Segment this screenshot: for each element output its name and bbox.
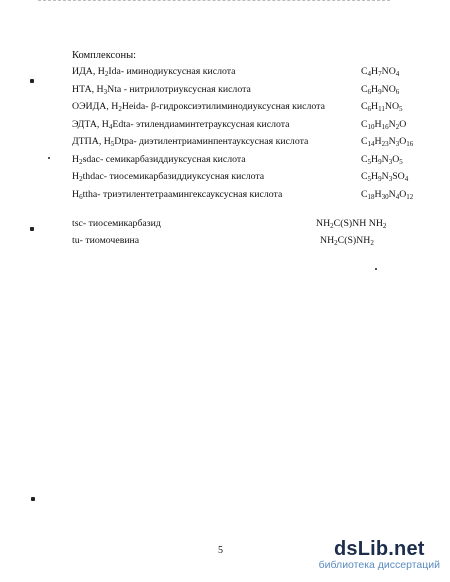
complexone-abbrev: ИДА, H bbox=[72, 66, 105, 77]
complexone-abbrev: ДТПА, H bbox=[72, 136, 111, 147]
formula-text: NO bbox=[381, 66, 396, 77]
complexone-abbrev-subscript: 4 bbox=[108, 122, 113, 131]
complexone-description: Heida- β-гидроксиэтилиминодиуксусная кислота bbox=[121, 101, 325, 112]
formula-text: C bbox=[361, 136, 368, 147]
scan-dot bbox=[375, 268, 377, 270]
formula-text: C bbox=[361, 83, 368, 95]
complexone-name bbox=[72, 171, 264, 182]
formula-subscript: 9 bbox=[378, 87, 382, 96]
formula-text: O bbox=[392, 153, 400, 165]
formula-text: H bbox=[371, 83, 379, 95]
formula-subscript: 4 bbox=[367, 70, 372, 78]
formula-text: N bbox=[381, 171, 389, 182]
page-number: 5 bbox=[218, 545, 223, 556]
formula-text: C(S)NH NH bbox=[333, 218, 383, 229]
formula-text: C bbox=[361, 153, 368, 165]
formula-subscript: 9 bbox=[378, 157, 382, 166]
complexone-name bbox=[72, 136, 308, 147]
formula-text: C bbox=[361, 118, 368, 130]
formula-text: C bbox=[361, 101, 368, 112]
formula-subscript: 18 bbox=[367, 192, 375, 201]
complexone-description: sdac- семикарбазиддиуксусная кислота bbox=[82, 153, 246, 165]
complexone-abbrev-subscript: 2 bbox=[104, 70, 109, 78]
chemical-formula bbox=[320, 235, 374, 246]
scan-dot bbox=[48, 157, 50, 159]
formula-subscript: 14 bbox=[367, 140, 375, 148]
watermark-logo bbox=[319, 538, 440, 561]
complexone-abbrev-subscript: 6 bbox=[79, 192, 83, 201]
formula-text: C(S)NH bbox=[337, 235, 371, 246]
formula-subscript: 6 bbox=[395, 87, 400, 96]
formula-text: H bbox=[371, 153, 379, 165]
formula-subscript: 10 bbox=[367, 122, 375, 131]
formula-subscript: 5 bbox=[399, 105, 403, 113]
complexone-name bbox=[72, 189, 282, 200]
formula-text: NH bbox=[316, 218, 331, 229]
ligand-row bbox=[72, 235, 402, 249]
complexone-abbrev: H bbox=[72, 171, 80, 182]
complexone-abbrev-subscript: 2 bbox=[79, 157, 83, 166]
ligand-name: tu- тиомочевина bbox=[72, 235, 140, 246]
complexone-abbrev-subscript: 3 bbox=[103, 87, 108, 96]
complexone-abbrev: H bbox=[72, 188, 80, 200]
formula-text: NH bbox=[320, 235, 335, 246]
ligand-row bbox=[72, 218, 402, 232]
complexone-description: thdac- тиосемикарбазиддиуксусная кислота bbox=[82, 171, 265, 182]
chemical-formula bbox=[361, 66, 399, 77]
ligand-name: tsc- тиосемикарбазид bbox=[72, 218, 161, 229]
formula-text: C bbox=[361, 188, 368, 200]
complexone-name bbox=[72, 66, 236, 77]
formula-subscript: 3 bbox=[388, 157, 393, 166]
complexone-name bbox=[72, 154, 246, 165]
formula-text: N bbox=[388, 188, 396, 200]
complexone-description: Nta - нитрилотриуксусная кислота bbox=[107, 83, 251, 95]
formula-text: H bbox=[374, 118, 382, 130]
watermark-tagline: библиотека диссертаций bbox=[318, 559, 440, 571]
formula-subscript: 5 bbox=[367, 175, 372, 183]
complexone-row bbox=[72, 119, 422, 133]
complexone-row bbox=[72, 154, 422, 168]
formula-subscript: 2 bbox=[395, 122, 400, 131]
formula-subscript: 30 bbox=[381, 192, 389, 201]
complexone-row bbox=[72, 189, 422, 203]
complexone-description: ttha- триэтилентетраамингексауксусная кислота bbox=[82, 188, 283, 200]
chemical-formula bbox=[361, 171, 408, 182]
chemical-formula bbox=[361, 101, 403, 112]
complexone-name bbox=[72, 101, 325, 112]
formula-subscript: 2 bbox=[330, 222, 334, 230]
formula-subscript: 2 bbox=[370, 239, 374, 247]
formula-text: H bbox=[374, 188, 382, 200]
formula-subscript: 16 bbox=[406, 140, 414, 148]
formula-text: C bbox=[361, 66, 368, 77]
formula-subscript: 12 bbox=[406, 192, 414, 201]
formula-subscript: 4 bbox=[395, 192, 400, 201]
complexone-description: Edta- этилендиаминтетрауксусная кислота bbox=[112, 118, 290, 130]
scan-mark bbox=[31, 497, 35, 501]
formula-text: H bbox=[371, 171, 379, 182]
complexone-abbrev-subscript: 5 bbox=[110, 140, 115, 148]
scan-mark bbox=[30, 79, 34, 83]
chemical-formula bbox=[361, 119, 406, 130]
chemical-formula bbox=[316, 218, 386, 229]
formula-subscript: 2 bbox=[382, 222, 387, 230]
formula-text: C bbox=[361, 171, 368, 182]
complexone-abbrev-subscript: 2 bbox=[118, 105, 122, 113]
formula-text: H bbox=[371, 101, 379, 112]
formula-subscript: 3 bbox=[388, 175, 393, 183]
formula-subscript: 4 bbox=[404, 175, 409, 183]
formula-subscript: 3 bbox=[395, 140, 400, 148]
chemical-formula bbox=[361, 189, 413, 200]
watermark-brand: dsLib.net bbox=[333, 538, 425, 560]
complexone-abbrev: H bbox=[72, 153, 80, 165]
complexone-row bbox=[72, 101, 422, 115]
formula-subscript: 2 bbox=[334, 239, 338, 247]
complexone-name bbox=[72, 84, 251, 95]
complexone-row bbox=[72, 171, 422, 185]
formula-subscript: 7 bbox=[378, 70, 382, 78]
chemical-formula bbox=[361, 84, 399, 95]
formula-subscript: 9 bbox=[378, 175, 382, 183]
complexone-description: Dtpa- диэтилентриаминпентауксусная кислота bbox=[114, 136, 309, 147]
chemical-formula bbox=[361, 136, 413, 147]
formula-text: O bbox=[399, 118, 407, 130]
formula-subscript: 6 bbox=[367, 87, 372, 96]
formula-subscript: 6 bbox=[367, 105, 372, 113]
formula-text: N bbox=[388, 118, 396, 130]
top-edge-rule bbox=[38, 0, 390, 3]
complexone-row bbox=[72, 66, 422, 80]
formula-text: NO bbox=[381, 83, 396, 95]
complexone-description: Ida- иминодиуксусная кислота bbox=[108, 66, 236, 77]
complexone-row bbox=[72, 84, 422, 98]
formula-text: H bbox=[371, 66, 379, 77]
formula-subscript: 5 bbox=[367, 157, 372, 166]
complexone-row bbox=[72, 136, 422, 150]
formula-text: O bbox=[399, 188, 407, 200]
formula-text: N bbox=[388, 136, 396, 147]
formula-text: SO bbox=[392, 171, 405, 182]
formula-text: NO bbox=[384, 101, 400, 112]
formula-text: O bbox=[399, 136, 407, 147]
formula-subscript: 23 bbox=[381, 140, 389, 148]
complexone-abbrev: ОЭИДА, H bbox=[72, 101, 119, 112]
chemical-formula bbox=[361, 154, 403, 165]
watermark bbox=[319, 538, 440, 571]
complexone-abbrev: НТА, H bbox=[72, 83, 104, 95]
formula-text: H bbox=[374, 136, 382, 147]
formula-subscript: 11 bbox=[378, 105, 385, 113]
complexone-name bbox=[72, 119, 289, 130]
complexone-abbrev: ЭДТА, H bbox=[72, 118, 109, 130]
section-heading: Комплексоны: bbox=[72, 50, 137, 61]
formula-subscript: 5 bbox=[399, 157, 403, 166]
scan-mark bbox=[30, 227, 34, 231]
formula-subscript: 16 bbox=[381, 122, 389, 131]
formula-subscript: 4 bbox=[395, 70, 400, 78]
complexone-abbrev-subscript: 2 bbox=[79, 175, 83, 183]
formula-text: N bbox=[381, 153, 389, 165]
